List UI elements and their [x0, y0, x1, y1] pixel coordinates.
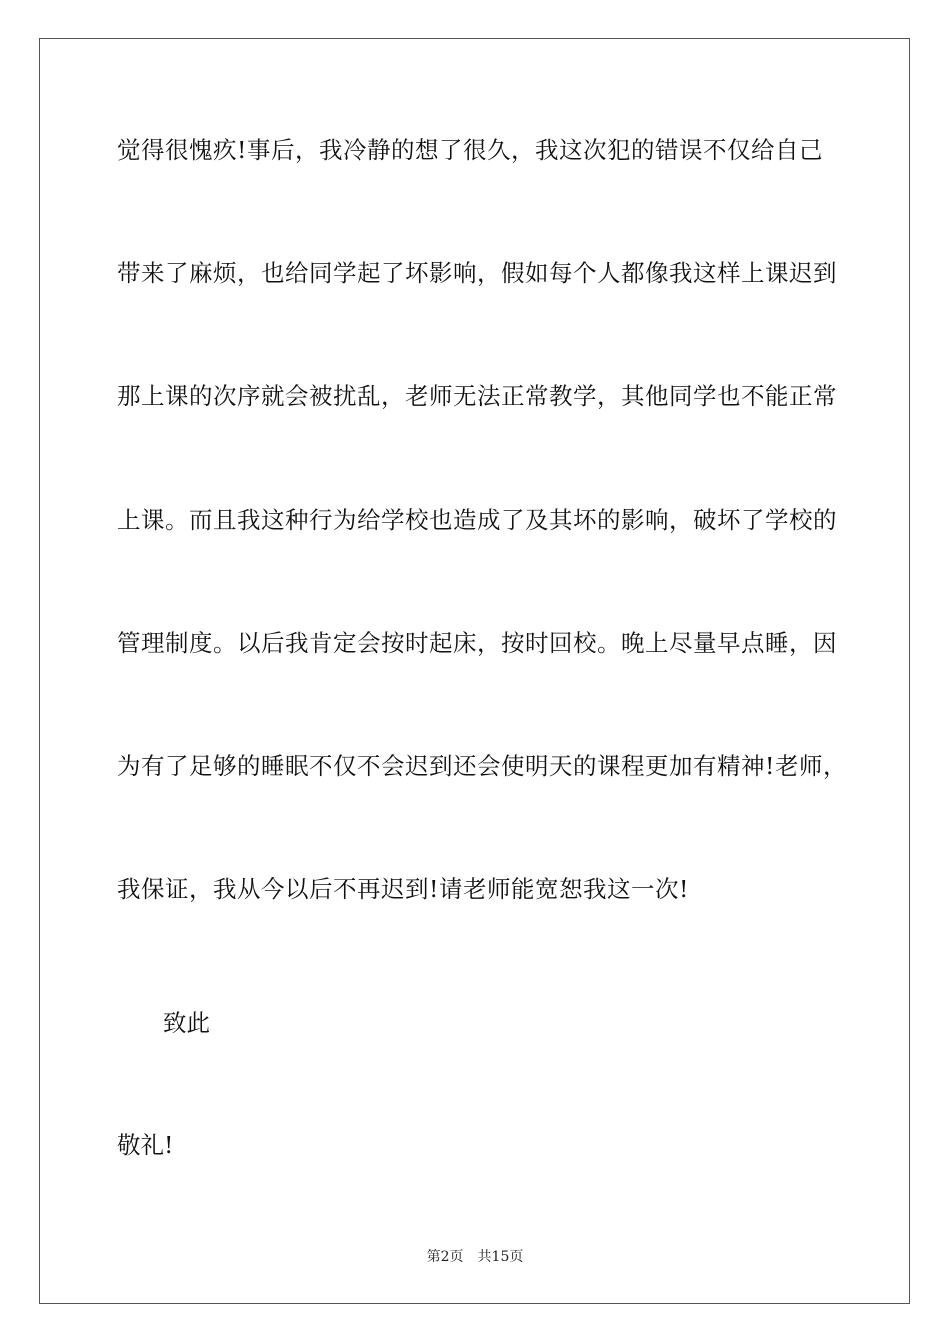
body-text-line: 为有了足够的睡眠不仅不会迟到还会使明天的课程更加有精神!老师， [117, 752, 847, 780]
regards-text: 敬礼! [117, 1131, 174, 1159]
page-number-total: 共15页 [477, 1249, 524, 1265]
closing-text: 致此 [163, 1009, 210, 1037]
body-text-line: 上课。而且我这种行为给学校也造成了及其坏的影响，破坏了学校的 [117, 506, 837, 534]
body-text-line: 带来了麻烦，也给同学起了坏影响，假如每个人都像我这样上课迟到 [117, 259, 837, 287]
page-number-current: 第2页 [426, 1249, 464, 1265]
page-border [39, 38, 910, 1304]
body-text-line: 觉得很愧疚!事后，我冷静的想了很久，我这次犯的错误不仅给自己 [117, 136, 823, 164]
page-footer [0, 1248, 950, 1266]
body-text-line: 我保证，我从今以后不再迟到!请老师能宽恕我这一次! [117, 875, 689, 903]
body-text-line: 管理制度。以后我肯定会按时起床，按时回校。晚上尽量早点睡，因 [117, 629, 837, 657]
body-text-line: 那上课的次序就会被扰乱，老师无法正常教学，其他同学也不能正常 [117, 382, 837, 410]
